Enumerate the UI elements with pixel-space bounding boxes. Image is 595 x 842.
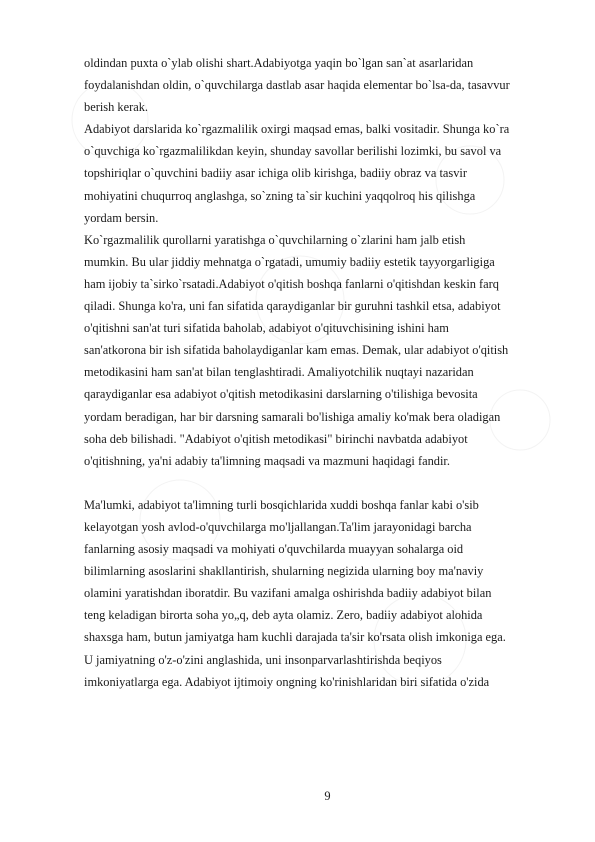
text-line: mumkin. Bu ular jiddiy mehnatga o`rgatadi, umumiy badiiy estetik tayyorgarligiga — [84, 254, 495, 269]
text-line: topshiriqlar o`quvchini badiiy asar ichiga olib kirishga, badiiy obraz va tasvir — [84, 166, 467, 181]
text-line: soha deb bilishadi. "Adabiyot o'qitish metodikasi" birinchi navbatda adabiyot — [84, 431, 468, 446]
text-line: teng keladigan birorta soha yo„q, deb ayta olamiz. Zero, badiiy adabiyot alohida — [84, 608, 483, 623]
page-number: 9 — [324, 789, 331, 803]
text-line: berish kerak. — [84, 100, 148, 115]
text-line: san'atkorona bir ish sifatida baholaydiganlar kam emas. Demak, ular adabiyot o'qitish — [84, 343, 509, 358]
text-line: metodikasini ham san'at bilan tenglashtiradi. Amaliyotchilik nuqtayi nazaridan — [84, 365, 474, 380]
text-line: ham ijobiy ta`sirko`rsatadi.Adabiyot o'qitish boshqa fanlarni o'qitishdan keskin farq — [84, 276, 499, 291]
text-line: bilimlarning asoslarini shakllantirish, shularning negizida ularning boy ma'naviy — [84, 564, 484, 579]
text-line: Ma'lumki, adabiyot ta'limning turli bosqichlarida xuddi boshqa fanlar kabi o'sib — [84, 497, 479, 512]
text-line: o'qitishning, ya'ni adabiy ta'limning maqsadi va mazmuni haqidagi fandir. — [84, 453, 450, 468]
text-line: o'qitishni san'at turi sifatida baholab, adabiyot o'qituvchisining ishini ham — [84, 321, 449, 336]
text-line: Adabiyot darslarida ko`rgazmalilik oxirgi maqsad emas, balki vositadir. Shunga ko`ra — [84, 122, 510, 137]
text-line: mohiyatini chuqurroq anglashga, so`zning ta`sir kuchini yaqqolroq his qilishga — [84, 188, 476, 203]
body-text — [84, 52, 572, 693]
text-line: imkoniyatlarga ega. Adabiyot ijtimoiy ongning ko'rinishlaridan biri sifatida o'zida — [84, 674, 490, 689]
text-line: kelayotgan yosh avlod-o'quvchilarga mo'ljallangan.Ta'lim jarayonidagi barcha — [84, 519, 472, 534]
text-line: fanlarning asosiy maqsadi va mohiyati o'quvchilarda muayyan sohalarga oid — [84, 542, 464, 557]
text-line: Ko`rgazmalilik qurollarni yaratishga o`quvchilarning o`zlarini ham jalb etish — [84, 232, 466, 247]
text-line: foydalanishdan oldin, o`quvchilarga dastlab asar haqida elementar bo`lsa-da, tasavvur — [84, 78, 510, 93]
text-line: oldindan puxta o`ylab olishi shart.Adabiyotga yaqin bo`lgan san`at asarlaridan — [84, 56, 474, 70]
text-line: U jamiyatning o'z-o'zini anglashida, uni insonparvarlashtirishda beqiyos — [84, 652, 442, 667]
text-line: yordam beradigan, har bir darsning samarali bo'lishiga amaliy ko'mak bera oladigan — [84, 409, 501, 424]
text-line: shaxsga ham, butun jamiyatga ham kuchli darajada ta'sir ko'rsata olish imkoniga ega. — [84, 630, 506, 645]
text-line: o`quvchiga ko`rgazmalilikdan keyin, shunday savollar berilishi lozimki, bu savol va — [84, 144, 502, 159]
text-line: yordam bersin. — [84, 210, 159, 225]
text-line: qaraydiganlar esa adabiyot o'qitish metodikasini darslarning o'tilishiga bevosita — [84, 387, 478, 402]
text-line: olamini yaratishdan iboratdir. Bu vazifani amalga oshirishda badiiy adabiyot bilan — [84, 586, 492, 601]
text-line — [84, 472, 572, 494]
text-line: qiladi. Shunga ko'ra, uni fan sifatida qaraydiganlar bir guruhni tashkil etsa, adabiyot — [84, 299, 501, 314]
